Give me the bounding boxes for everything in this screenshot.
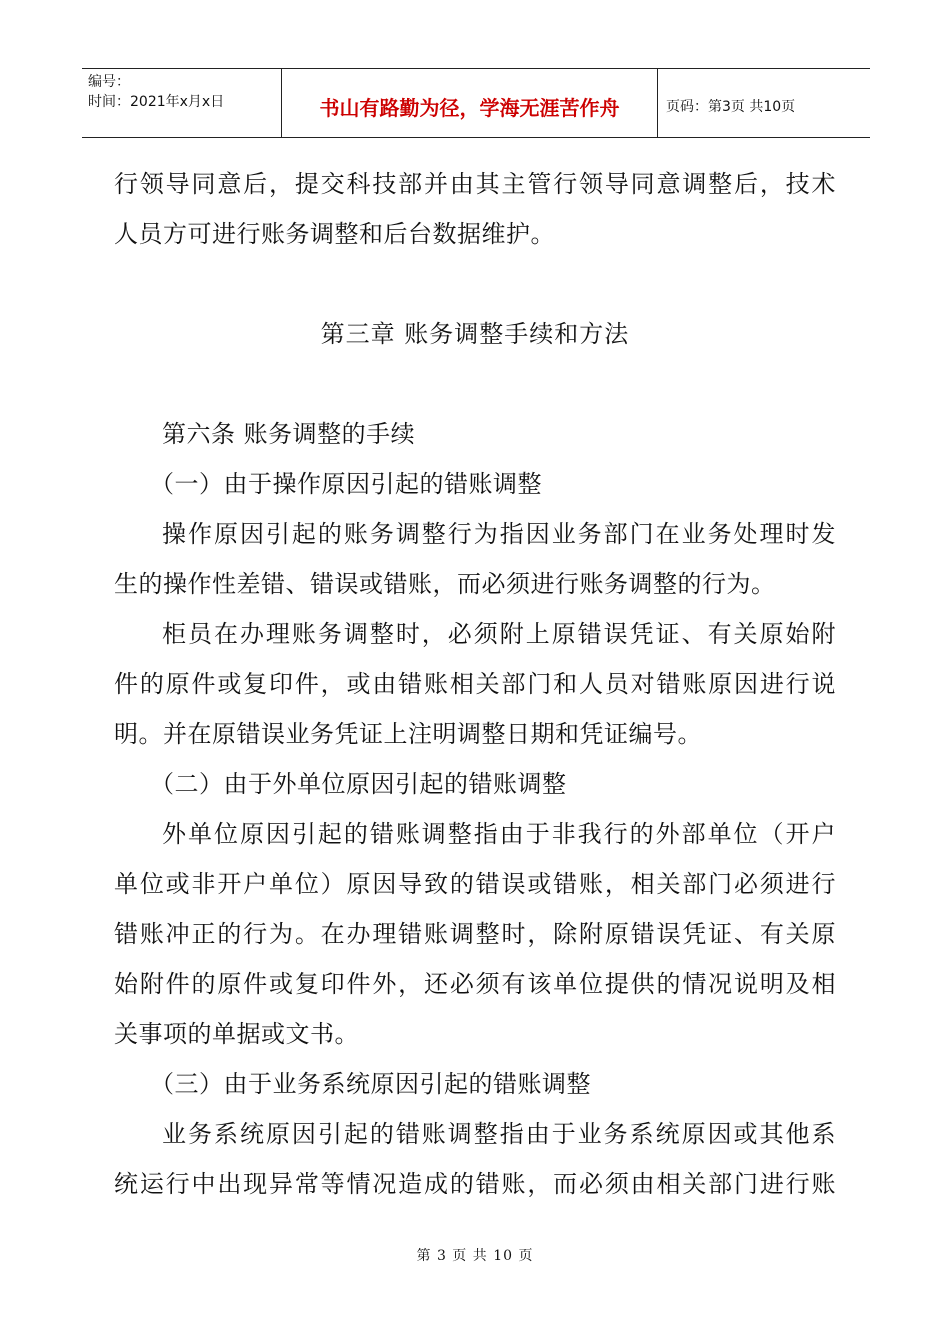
paragraph-line: 柜员在办理账务调整时，必须附上原错误凭证、有关原始附	[162, 620, 836, 648]
article-title: 第六条 账务调整的手续	[162, 420, 416, 448]
page-header	[82, 68, 870, 138]
header-page-number: 页码：第3页 共10页	[666, 99, 796, 115]
section-heading: （二）由于外单位原因引起的错账调整	[150, 770, 567, 798]
page-footer: 第 3 页 共 10 页	[416, 1248, 534, 1264]
paragraph-line: 操作原因引起的账务调整行为指因业务部门在业务处理时发	[162, 520, 836, 548]
section-heading: （三）由于业务系统原因引起的错账调整	[150, 1070, 591, 1098]
paragraph-line: 始附件的原件或复印件外，还必须有该单位提供的情况说明及相	[114, 970, 836, 998]
paragraph-line: 业务系统原因引起的错账调整指由于业务系统原因或其他系	[162, 1120, 836, 1148]
header-meta	[82, 69, 282, 137]
paragraph-line: 生的操作性差错、错误或错账，而必须进行账务调整的行为。	[114, 570, 776, 598]
paragraph-line: 统运行中出现异常等情况造成的错账，而必须由相关部门进行账	[114, 1170, 836, 1198]
paragraph-line: 单位或非开户单位）原因导致的错误或错账，相关部门必须进行	[114, 870, 836, 898]
paragraph-line: 明。并在原错误业务凭证上注明调整日期和凭证编号。	[114, 720, 702, 748]
doc-time: 时间：2021年x月x日	[88, 94, 225, 110]
doc-number: 编号：	[88, 74, 130, 90]
paragraph-line: 人员方可进行账务调整和后台数据维护。	[114, 220, 555, 248]
section-heading: （一）由于操作原因引起的错账调整	[150, 470, 542, 498]
paragraph-line: 行领导同意后，提交科技部并由其主管行领导同意调整后，技术	[114, 170, 836, 198]
chapter-title: 第三章 账务调整手续和方法	[320, 320, 630, 348]
paragraph-line: 错账冲正的行为。在办理错账调整时，除附原错误凭证、有关原	[114, 920, 836, 948]
paragraph-line: 件的原件或复印件，或由错账相关部门和人员对错账原因进行说	[114, 670, 836, 698]
header-motto: 书山有路勤为径，学海无涯苦作舟	[282, 69, 658, 137]
paragraph-line: 外单位原因引起的错账调整指由于非我行的外部单位（开户	[162, 820, 836, 848]
paragraph-line: 关事项的单据或文书。	[114, 1020, 359, 1048]
